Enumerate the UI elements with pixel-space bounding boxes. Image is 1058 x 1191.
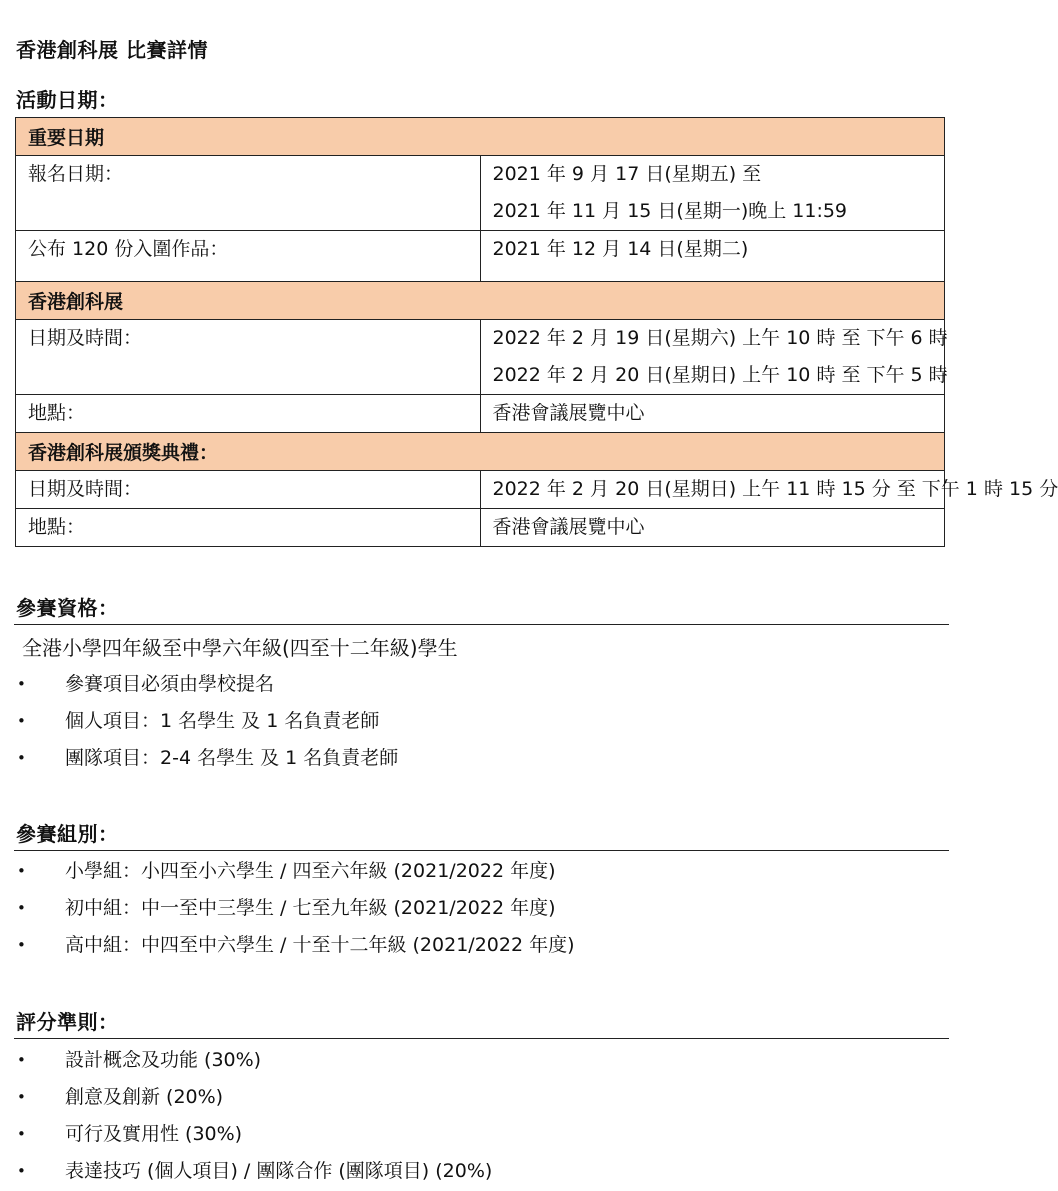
event-dates-heading: 活動日期： <box>16 88 119 112</box>
table-row <box>16 156 945 231</box>
row-label: 公布 120 份入圍作品： <box>28 238 229 260</box>
row-label: 日期及時間： <box>28 478 143 500</box>
table-row <box>16 471 945 509</box>
bullet-icon: • <box>17 712 26 730</box>
bullet-icon: • <box>17 675 26 693</box>
row-value: 2021 年 12 月 14 日(星期二) <box>492 238 749 260</box>
bullet-icon: • <box>17 899 26 917</box>
event-dates-table <box>15 117 1058 547</box>
list-item-text: 創意及創新 (20%) <box>65 1086 224 1108</box>
table-row <box>16 231 945 282</box>
table-row <box>16 509 945 547</box>
table-group-header <box>16 282 945 320</box>
row-value: 2021 年 11 月 15 日(星期一)晚上 11:59 <box>492 200 848 222</box>
table-group-header <box>16 118 945 156</box>
list-item-text: 個人項目：1 名學生 及 1 名負責老師 <box>65 710 380 732</box>
section-divider <box>14 850 949 851</box>
list-item-text: 初中組：中一至中三學生 / 七至九年級 (2021/2022 年度) <box>65 897 556 919</box>
row-label: 地點： <box>28 402 86 424</box>
eligibility-heading: 參賽資格： <box>16 596 119 620</box>
list-item-text: 團隊項目：2-4 名學生 及 1 名負責老師 <box>65 747 399 769</box>
table-group-header <box>16 433 945 471</box>
row-value: 香港會議展覽中心 <box>492 516 645 538</box>
row-label: 報名日期： <box>28 163 124 185</box>
bullet-icon: • <box>17 936 26 954</box>
row-label: 日期及時間： <box>28 327 143 349</box>
list-item-text: 設計概念及功能 (30%) <box>65 1049 262 1071</box>
list-item-text: 表達技巧 (個人項目) / 團隊合作 (團隊項目) (20%) <box>65 1160 493 1182</box>
row-value: 2022 年 2 月 20 日(星期日) 上午 10 時 至 下午 5 時 <box>492 364 948 386</box>
row-value: 2022 年 2 月 19 日(星期六) 上午 10 時 至 下午 6 時 <box>492 327 948 349</box>
page-title: 香港創科展 比賽詳情 <box>16 38 208 62</box>
categories-heading: 參賽組別： <box>16 822 119 846</box>
table-row <box>16 395 945 433</box>
row-value: 2021 年 9 月 17 日(星期五) 至 <box>492 163 762 185</box>
group-header-important-dates: 重要日期 <box>16 118 945 156</box>
group-header-awards: 香港創科展頒獎典禮： <box>16 433 945 471</box>
row-label: 地點： <box>28 516 86 538</box>
criteria-heading: 評分準則： <box>16 1010 119 1034</box>
bullet-icon: • <box>17 1088 26 1106</box>
row-value: 2022 年 2 月 20 日(星期日) 上午 11 時 15 分 至 下午 1 時 15 分 <box>492 478 1058 500</box>
group-header-expo: 香港創科展 <box>16 282 945 320</box>
bullet-icon: • <box>17 1162 26 1180</box>
list-item-text: 可行及實用性 (30%) <box>65 1123 243 1145</box>
row-value: 香港會議展覽中心 <box>492 402 645 424</box>
table-row <box>16 320 945 395</box>
list-item-text: 參賽項目必須由學校提名 <box>65 673 275 695</box>
bullet-icon: • <box>17 749 26 767</box>
section-divider <box>14 1038 949 1039</box>
bullet-icon: • <box>17 862 26 880</box>
section-divider <box>14 624 949 625</box>
list-item-text: 小學組：小四至小六學生 / 四至六年級 (2021/2022 年度) <box>65 860 556 882</box>
bullet-icon: • <box>17 1125 26 1143</box>
eligibility-lead: 全港小學四年級至中學六年級(四至十二年級)學生 <box>22 636 458 660</box>
bullet-icon: • <box>17 1051 26 1069</box>
list-item-text: 高中組：中四至中六學生 / 十至十二年級 (2021/2022 年度) <box>65 934 575 956</box>
